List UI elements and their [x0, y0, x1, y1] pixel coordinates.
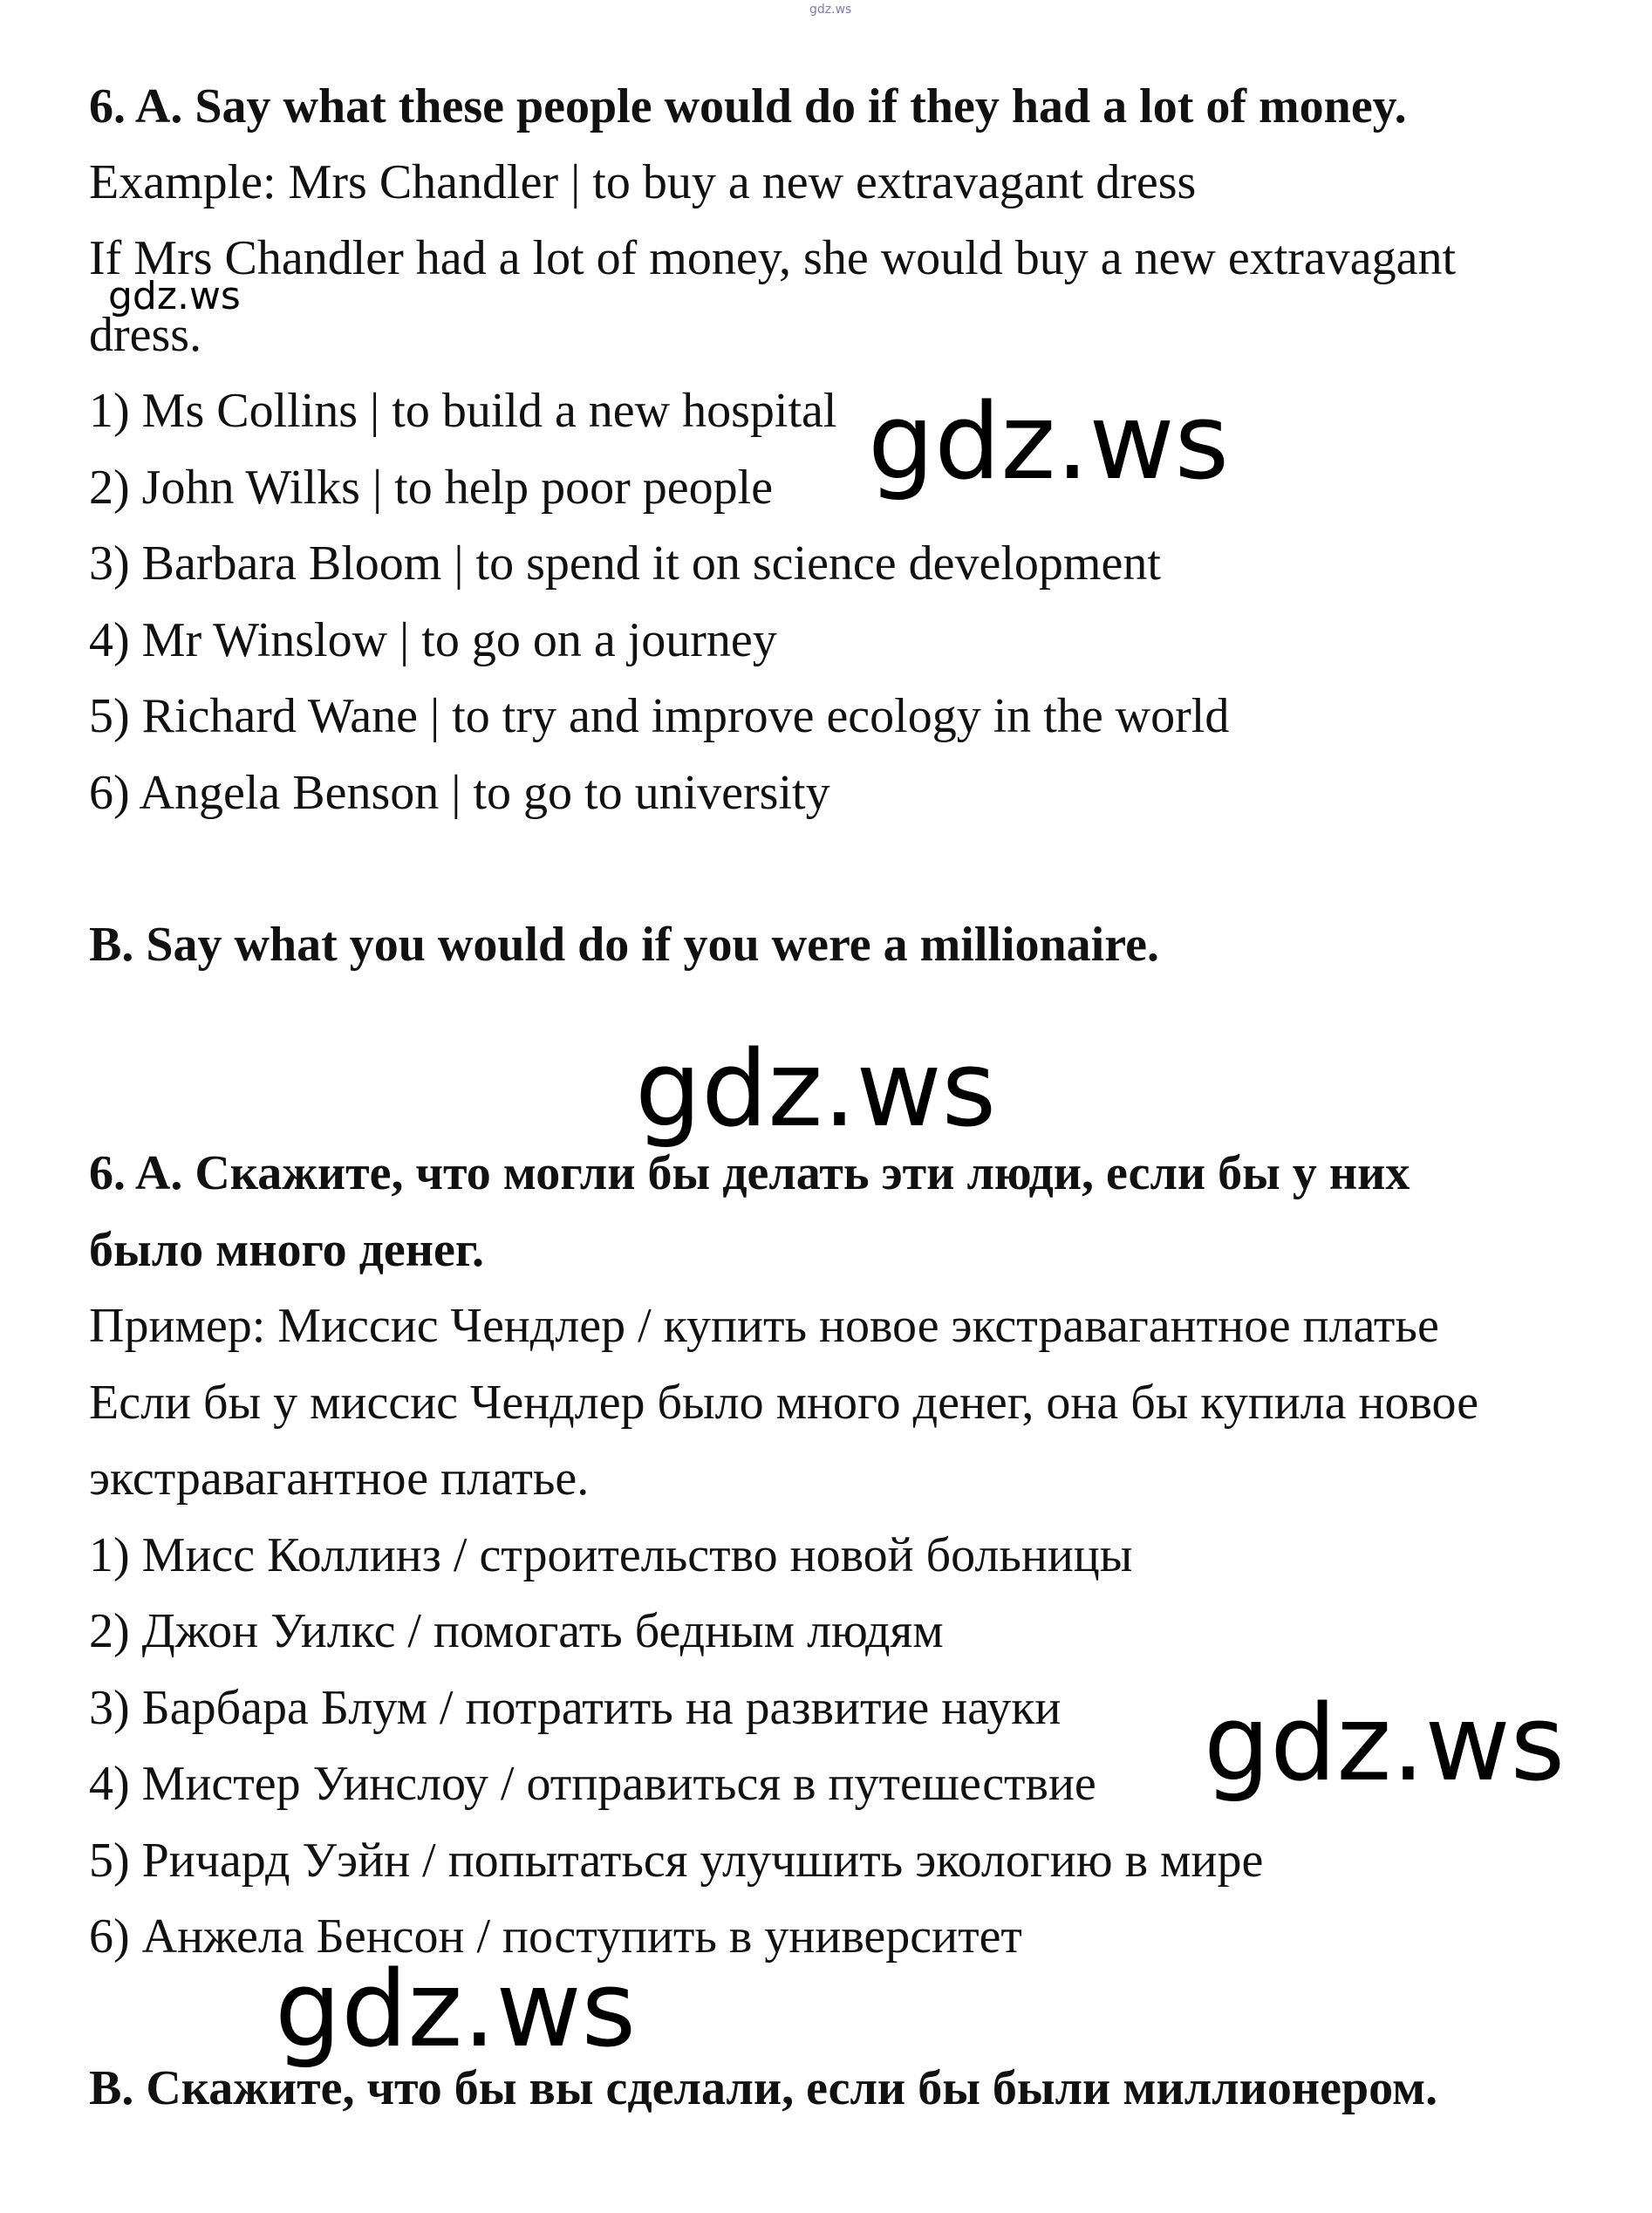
exercise-heading-ru-line2: было много денег.: [89, 1223, 485, 1277]
example-answer-ru-line2: экстравагантное платье.: [89, 1451, 590, 1506]
task-b-en: B. Say what you would do if you were a millionaire.: [89, 918, 1159, 972]
example-answer-ru-line1: Если бы у миссис Чендлер было много денег, она бы купила новое: [89, 1376, 1479, 1430]
list-item-ru: 1) Мисс Коллинз / строительство новой больницы: [89, 1528, 1133, 1582]
list-item-ru: 6) Анжела Бенсон / поступить в университет: [89, 1909, 1022, 1964]
example-en: Example: Mrs Chandler | to buy a new extravagant dress: [89, 155, 1197, 209]
watermark-large: gdz.ws: [1204, 1684, 1566, 1805]
watermark-large: gdz.ws: [868, 382, 1230, 503]
exercise-heading-ru-line1: 6. A. Скажите, что могли бы делать эти люди, если бы у них: [89, 1146, 1410, 1200]
watermark-small: gdz.ws: [108, 274, 241, 318]
list-item-en: 5) Richard Wane | to try and improve ecology in the world: [89, 689, 1230, 743]
exercise-heading-en: 6. A. Say what these people would do if they had a lot of money.: [89, 79, 1407, 133]
example-ru: Пример: Миссис Чендлер / купить новое экстравагантное платье: [89, 1299, 1439, 1353]
example-answer-en-line1: If Mrs Chandler had a lot of money, she would buy a new extravagant: [89, 231, 1457, 285]
example-answer-en-line2: dress.: [89, 308, 202, 362]
list-item-ru: 3) Барбара Блум / потратить на развитие науки: [89, 1681, 1062, 1735]
watermark-top: gdz.ws: [809, 3, 852, 17]
list-item-en: 3) Barbara Bloom | to spend it on science development: [89, 536, 1161, 591]
list-item-en: 6) Angela Benson | to go to university: [89, 766, 830, 820]
list-item-ru: 5) Ричард Уэйн / попытаться улучшить экологию в мире: [89, 1834, 1264, 1888]
list-item-en: 4) Mr Winslow | to go on a journey: [89, 613, 777, 667]
list-item-ru: 4) Мистер Уинслоу / отправиться в путешествие: [89, 1757, 1096, 1811]
list-item-en: 2) John Wilks | to help poor people: [89, 461, 774, 515]
task-b-ru: В. Скажите, что бы вы сделали, если бы были миллионером.: [89, 2061, 1438, 2115]
watermark-large: gdz.ws: [275, 1950, 637, 2071]
list-item-ru: 2) Джон Уилкс / помогать бедным людям: [89, 1604, 944, 1658]
list-item-en: 1) Ms Collins | to build a new hospital: [89, 384, 837, 438]
watermark-large: gdz.ws: [635, 1029, 997, 1151]
